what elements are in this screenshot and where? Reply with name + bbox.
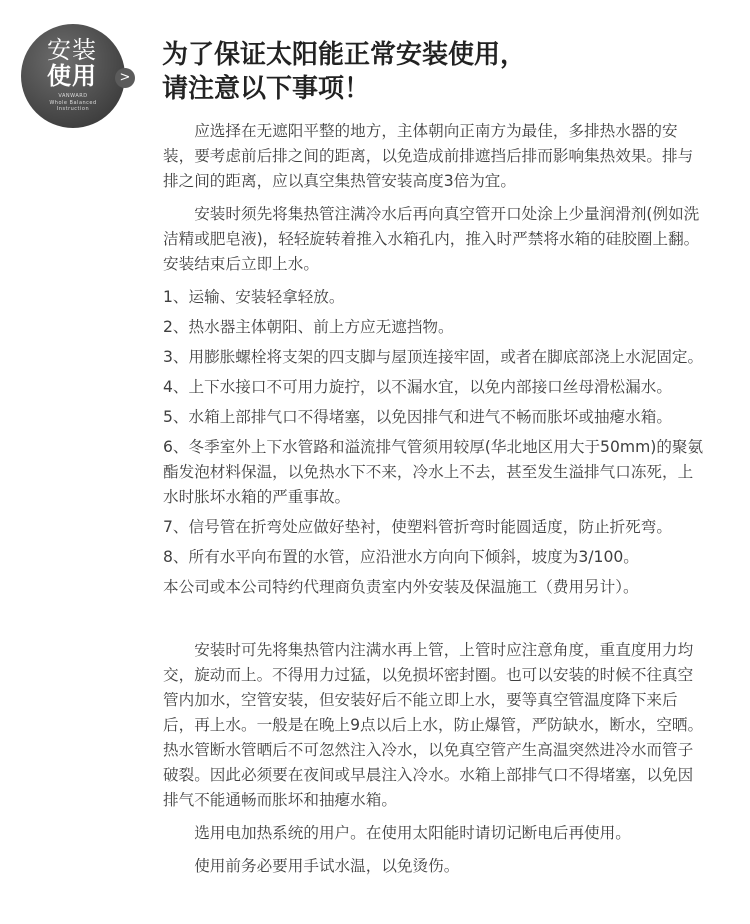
service-note: 本公司或本公司特约代理商负责室内外安装及保温施工（费用另计）。: [163, 578, 639, 596]
list-item: 3、用膨胀螺栓将支架的四支脚与屋顶连接牢固，或者在脚底部浇上水泥固定。: [163, 348, 704, 366]
paragraph-installation: 安装时须先将集热管注满冷水后再向真空管开口处涂上少量润滑剂(例如洗洁精或肥皂液)，轻轻旋转着推入水箱孔内，推入时严禁将水箱的硅胶圈上翻。安装结束后立即上水。: [163, 205, 700, 273]
paragraph-electric-heating: 选用电加热系统的用户。在使用太阳能时请切记断电后再使用。: [194, 824, 631, 842]
badge-tagline: Whole Balanced Instruction: [49, 100, 97, 112]
section-badge: [18, 20, 130, 130]
paragraph-water-temp: 使用前务必要用手试水温，以免烫伤。: [194, 857, 460, 875]
badge-line2: 使用: [47, 62, 97, 90]
paragraph-placement: 应选择在无遮阳平整的地方，主体朝向正南方为最佳，多排热水器的安装，要考虑前后排之间的距离，以免造成前排遮挡后排而影响集热效果。排与排之间的距离，应以真空集热管安装高度3倍为宜。: [163, 122, 694, 190]
list-item: 4、上下水接口不可用力旋拧，以不漏水宜，以免内部接口丝母滑松漏水。: [163, 378, 672, 396]
list-item: 6、冬季室外上下水管路和溢流排气管须用较厚(华北地区用大于50mm)的聚氨酯发泡材料保温，以免热水下不来，冷水上不去，甚至发生溢排气口冻死，上水时胀坏水箱的严重事故。: [163, 438, 704, 506]
chevron-right-icon: >: [115, 68, 135, 88]
badge-brand: VANWARD: [58, 93, 88, 99]
title-line2: 请注意以下事项！: [162, 74, 371, 104]
instructions-body: [163, 119, 708, 879]
list-item: 1、运输、安装轻拿轻放。: [163, 288, 345, 306]
badge-line1: 安装: [47, 36, 97, 64]
title-line1: 为了保证太阳能正常安装使用，: [162, 40, 527, 70]
list-item: 7、信号管在折弯处应做好垫衬，使塑料管折弯时能圆适度，防止折死弯。: [163, 518, 672, 536]
list-item: 8、所有水平向布置的水管，应沿泄水方向向下倾斜，坡度为3/100。: [163, 548, 639, 566]
list-item: 2、热水器主体朝阳、前上方应无遮挡物。: [163, 318, 454, 336]
page-title: [162, 38, 732, 106]
paragraph-tube-install: 安装时可先将集热管内注满水再上管，上管时应注意角度，重直度用力均交，旋动而上。不得用力过猛，以免损坏密封圈。也可以安装的时候不往真空管内加水，空管安装，但安装好后不能立即上水，要等真空管温度降下来后后，再上水。一般是在晚上9点以后上水，防止爆管，严防缺水，断水，空晒。热水管断水管晒后不可忽然注入冷水，以免真空管产生高温突然进冷水而管子破裂。因此必须要在夜间或早晨注入冷水。水箱上部排气口不得堵塞，以免因排气不能通畅而胀坏和抽瘪水箱。: [163, 641, 704, 809]
list-item: 5、水箱上部排气口不得堵塞，以免因排气和进气不畅而胀坏或抽瘪水箱。: [163, 408, 672, 426]
